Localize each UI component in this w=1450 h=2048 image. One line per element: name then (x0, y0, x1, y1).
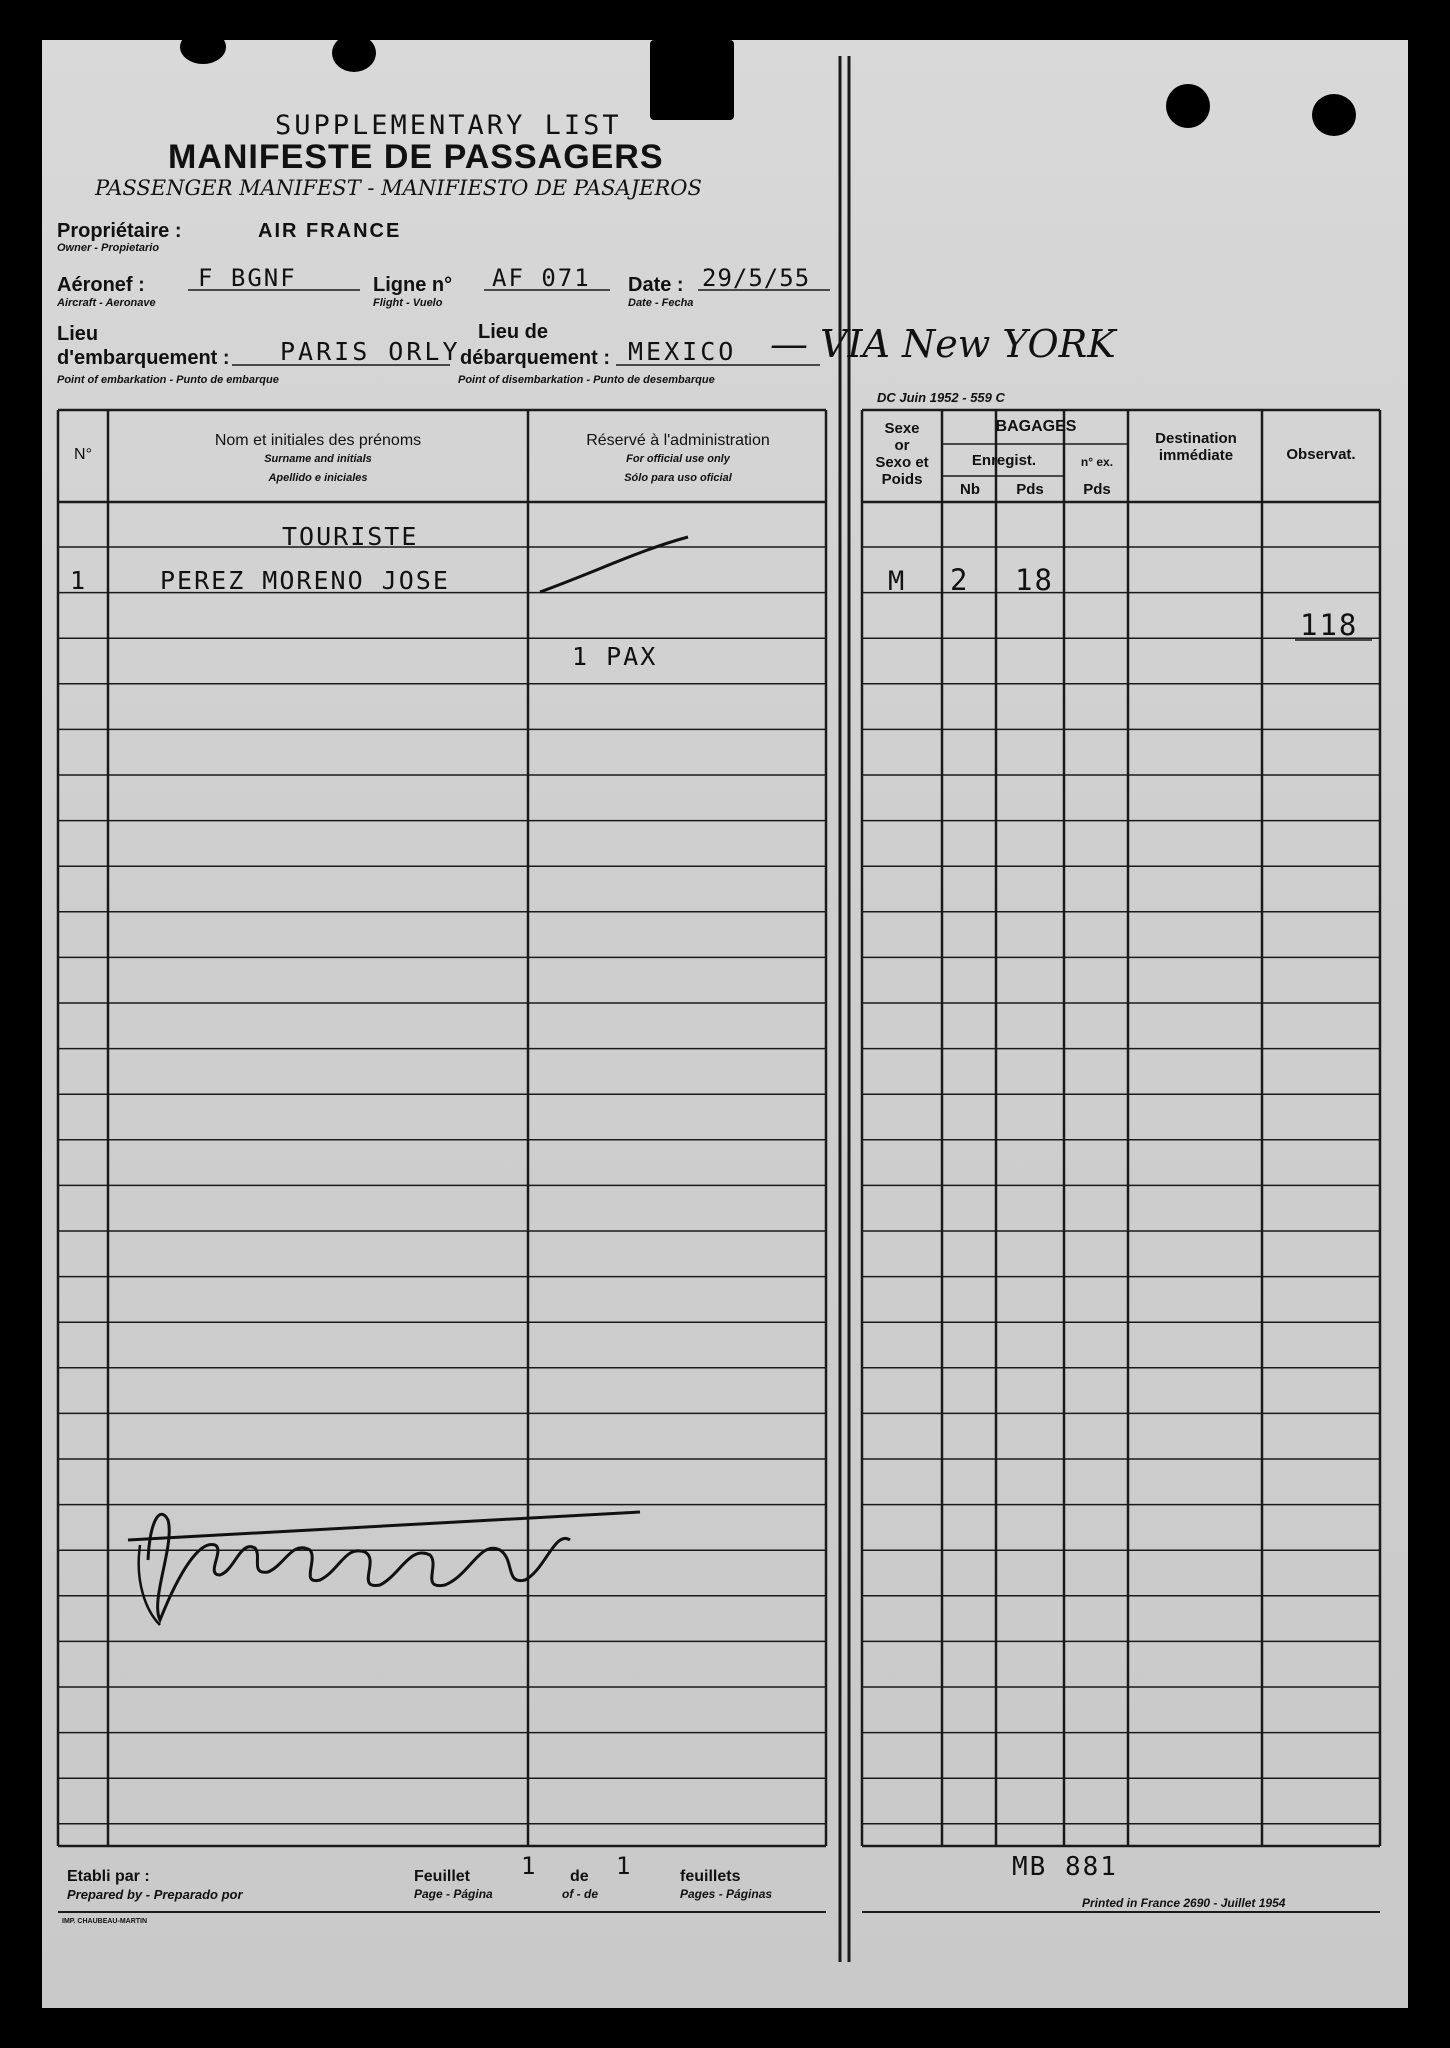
embarkation-label-line1: Lieu (57, 323, 99, 345)
column-header-name-fr: Nom et initiales des prénoms (214, 432, 422, 449)
column-header-nb: Nb (960, 481, 980, 498)
owner-value: AIR FRANCE (258, 220, 402, 242)
embarkation-label-line2: d'embarquement : (57, 347, 230, 369)
column-header-sex-line4: Poids (881, 471, 923, 488)
disembarkation-value: MEXICO (628, 337, 737, 366)
page-total: 1 (616, 1852, 633, 1880)
supplementary-list-heading: SUPPLEMENTARY LIST (275, 110, 622, 141)
column-header-destination-line1: Destination (1155, 430, 1237, 447)
column-header-sex (862, 420, 942, 488)
of-sublabel: of - de (562, 1887, 598, 1901)
column-header-name-es: Apellido e iniciales (268, 472, 368, 484)
pages-sublabel: Pages - Páginas (680, 1887, 773, 1901)
column-header-destination (1130, 430, 1262, 464)
printer-imprint: IMP. CHAUBEAU-MARTIN (62, 1918, 148, 1925)
date-sublabel: Date - Fecha (628, 297, 694, 309)
flight-value: AF 071 (492, 264, 591, 292)
prepared-by-sublabel: Prepared by - Preparado por (67, 1887, 243, 1902)
disembarkation-label-line2: débarquement : (460, 347, 611, 369)
aircraft-value: F BGNF (198, 264, 297, 292)
disembarkation-sublabel: Point of disembarkation - Punto de desembarque (458, 374, 715, 386)
of-label: de (570, 1868, 589, 1885)
passenger-1-bag-count: 2 (950, 563, 970, 597)
owner-label: Propriétaire : (57, 220, 182, 242)
pax-count: 1 PAX (572, 642, 658, 671)
aircraft-sublabel: Aircraft - Aeronave (57, 297, 156, 309)
disembarkation-handwritten-note: — VIA New YORK (770, 322, 1116, 366)
column-header-no: N° (74, 446, 92, 463)
disembarkation-label-line1: Lieu de (478, 321, 549, 343)
flight-label: Ligne n° (373, 274, 453, 296)
flight-sublabel: Flight - Vuelo (373, 297, 443, 309)
column-header-admin-en: For official use only (626, 453, 730, 465)
column-header-sex-line1: Sexe (884, 420, 920, 437)
column-header-extra: n° ex. (1080, 455, 1114, 469)
passenger-1-no: 1 (70, 566, 88, 595)
date-label: Date : (628, 274, 684, 296)
prepared-by-label: Etabli par : (67, 1868, 150, 1885)
passenger-1-sex: M (888, 566, 907, 597)
passenger-1-bag-weight: 18 (1015, 563, 1054, 597)
printed-in-france: Printed in France 2690 - Juillet 1954 (1082, 1896, 1286, 1910)
page-sublabel: Page - Página (414, 1887, 493, 1901)
stamp-number: MB 881 (1012, 1852, 1118, 1882)
column-header-destination-line2: immédiate (1158, 447, 1234, 464)
page-label: Feuillet (414, 1868, 471, 1885)
passenger-1-name: PEREZ MORENO JOSE (160, 566, 450, 595)
column-header-name (110, 432, 526, 487)
date-value: 29/5/55 (702, 264, 811, 292)
column-header-admin-fr: Réservé à l'administration (586, 432, 770, 449)
embarkation-sublabel: Point of embarkation - Punto de embarque (57, 374, 279, 386)
manifest-subtitle: PASSENGER MANIFEST - MANIFIESTO DE PASAJEROS (95, 176, 702, 200)
column-header-extra-pds: Pds (1083, 481, 1111, 498)
class-label: TOURISTE (282, 522, 419, 551)
column-header-pds: Pds (1016, 481, 1044, 498)
observation-total: 118 (1300, 608, 1359, 642)
aircraft-label: Aéronef : (57, 274, 145, 296)
column-header-sex-line3: Sexo et (875, 454, 929, 471)
owner-sublabel: Owner - Propietario (57, 242, 160, 254)
embarkation-value: PARIS ORLY (280, 337, 461, 366)
column-header-name-en: Surname and initials (264, 453, 372, 465)
column-header-baggage: BAGAGES (995, 418, 1077, 435)
column-header-registered: Enregist. (971, 452, 1037, 469)
manifest-title: MANIFESTE DE PASSAGERS (168, 138, 664, 176)
column-header-observations: Observat. (1286, 446, 1356, 463)
form-code: DC Juin 1952 - 559 C (877, 390, 1005, 405)
page-number: 1 (521, 1852, 538, 1880)
column-header-sex-line2: or (894, 437, 910, 454)
column-header-admin-es: Sólo para uso oficial (624, 472, 732, 484)
column-header-admin (530, 432, 826, 487)
pages-label: feuillets (680, 1868, 741, 1885)
